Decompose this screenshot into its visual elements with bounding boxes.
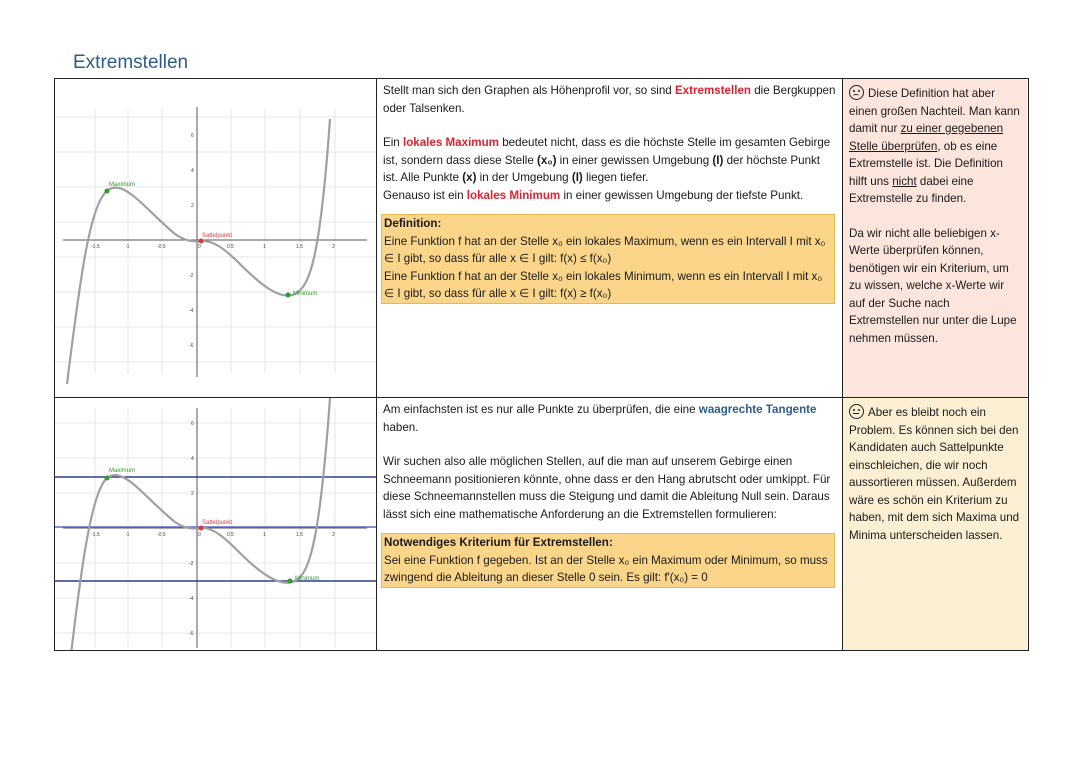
x-tick: 0.5	[227, 244, 234, 250]
label-minimum: Minimum	[295, 576, 320, 582]
label-minimum: Minimum	[293, 291, 318, 297]
graph-cell-2	[55, 398, 377, 650]
y-tick: -4	[189, 596, 194, 602]
x-tick: -1	[125, 532, 130, 538]
label-saddle: Sattelpunkt	[202, 233, 233, 239]
note-cell-1	[843, 79, 1027, 397]
function-curve	[67, 398, 330, 650]
x-tick: -1.5	[91, 244, 100, 250]
x-tick: -0.5	[157, 244, 166, 250]
function-graph-1	[55, 79, 376, 397]
function-graph-2	[55, 398, 376, 650]
text-cell-1	[377, 79, 843, 397]
y-tick: 2	[191, 203, 194, 209]
x-tick: 2	[332, 244, 335, 250]
x-tick: 1	[263, 244, 266, 250]
note-cell-2	[843, 398, 1027, 650]
x-tick: 1.5	[296, 244, 303, 250]
y-tick: -6	[189, 631, 194, 637]
paragraph-intro: Stellt man sich den Graphen als Höhenprofil vor, so sind Extremstellen die Bergkuppen oder Talsenken.	[383, 84, 836, 115]
note-saddle-problem: Aber es bleibt noch ein Problem. Es können sich bei den Kandidaten auch Sattelpunkte einschleichen, die wir noch aussortieren müssen. Außerdem wäre es schön ein Kriterium zu haben, mit dem sich Maxima und Minima unterscheiden lassen.	[849, 406, 1020, 542]
definition-box	[381, 214, 835, 304]
x-tick: 0	[198, 244, 201, 250]
function-curve	[67, 119, 330, 384]
y-tick: 6	[191, 421, 194, 427]
definition-minimum: Eine Funktion f hat an der Stelle x₀ ein lokales Minimum, wenn es ein Intervall I mit x₀ ∈ I gibt, so dass für alle x ∈ I gilt: f(x) ≥ f(x₀)	[384, 269, 823, 300]
y-tick: -2	[189, 273, 194, 279]
paragraph-local-min: Genauso ist ein lokales Minimum in einer gewissen Umgebung der tiefste Punkt.	[383, 188, 804, 202]
y-tick: -6	[189, 343, 194, 349]
content-table	[54, 78, 1029, 651]
definition-maximum: Eine Funktion f hat an der Stelle x₀ ein lokales Maximum, wenn es ein Intervall I mit x₀ ∈ I gibt, so dass für alle x ∈ I gilt: f(x) ≤ f(x₀)	[384, 234, 826, 265]
minimum-point	[286, 293, 291, 298]
paragraph-horizontal-tangent: Am einfachsten ist es nur alle Punkte zu überprüfen, die eine waagrechte Tangente haben.	[383, 403, 817, 434]
y-tick: 4	[191, 456, 194, 462]
row-criterion	[55, 398, 1028, 650]
x-tick: -0.5	[157, 532, 166, 538]
text-cell-2	[377, 398, 843, 650]
x-tick: 1	[263, 532, 266, 538]
y-tick: 2	[191, 491, 194, 497]
criterion-box	[381, 533, 835, 588]
page-title: Extremstellen	[73, 52, 189, 73]
label-saddle: Sattelpunkt	[202, 520, 233, 526]
note-drawback: Diese Definition hat aber einen großen Nachteil. Man kann damit nur zu einer gegebenen Stelle überprüfen, ob es eine Extremstelle ist. Die Definition hilft uns nicht dabei eine Extremstelle zu finden.	[849, 87, 1020, 205]
maximum-point	[105, 189, 110, 194]
x-tick: 1.5	[296, 532, 303, 538]
criterion-body: Sei eine Funktion f gegeben. Ist an der Stelle x₀ ein Maximum oder Minimum, so muss zwingend die Ableitung an dieser Stelle 0 sein. Es gilt: f′(x₀) = 0	[384, 553, 828, 584]
paragraph-local-max: Ein lokales Maximum bedeutet nicht, dass es die höchste Stelle im gesamten Gebirge ist, sondern dass diese Stelle (x₀) in einer gewissen Umgebung (I) der höchste Punkt ist. Alle Punkte (x) in der Umgebung (I) liegen tiefer.	[383, 136, 831, 184]
label-maximum: Maximum	[109, 468, 136, 474]
y-tick: -2	[189, 561, 194, 567]
x-tick: -1.5	[91, 532, 100, 538]
y-tick: -4	[189, 308, 194, 314]
saddle-point	[199, 526, 204, 531]
y-tick: 6	[191, 133, 194, 139]
x-tick: -1	[125, 244, 130, 250]
x-tick: 0	[198, 532, 201, 538]
row-definition	[55, 79, 1028, 398]
neutral-face-icon	[849, 404, 864, 419]
paragraph-snowman: Wir suchen also alle möglichen Stellen, auf die man auf unserem Gebirge einen Schneemann positionieren könnte, ohne dass er den Hang abrutscht oder umkippt. Für diese Schneemannstellen muss die Steigung und damit die Ableitung Null sein. Daraus lässt sich eine mathematische Anforderung an die Extremstellen formulieren:	[383, 455, 831, 521]
label-maximum: Maximum	[109, 182, 136, 188]
sad-face-icon	[849, 85, 864, 100]
x-tick: 2	[332, 532, 335, 538]
maximum-point	[105, 476, 110, 481]
graph-cell-1	[55, 79, 377, 397]
x-tick: 0.5	[227, 532, 234, 538]
saddle-point	[199, 239, 204, 244]
y-tick: 4	[191, 168, 194, 174]
note-criterion-need: Da wir nicht alle beliebigen x-Werte überprüfen können, benötigen wir ein Kriterium, um zu wissen, welche x-Werte wir auf der Suche nach Extremstellen nur unter die Lupe nehmen müssen.	[849, 226, 1017, 345]
definition-heading: Definition:	[384, 217, 442, 230]
minimum-point	[288, 579, 293, 584]
criterion-heading: Notwendiges Kriterium für Extremstellen:	[384, 536, 613, 549]
